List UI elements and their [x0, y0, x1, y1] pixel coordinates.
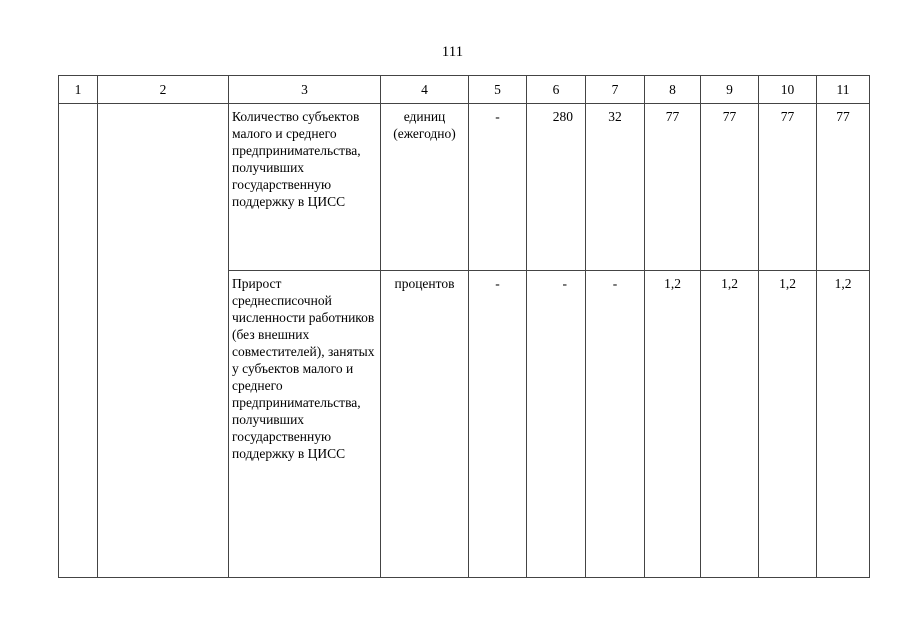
header-col-10: 10 — [759, 76, 817, 104]
cell-col2 — [98, 104, 229, 578]
header-col-7: 7 — [586, 76, 645, 104]
header-col-5: 5 — [469, 76, 527, 104]
unit-text: единиц (ежегодно) — [381, 104, 469, 271]
indicator-text: Прирост среднесписочной численности работников (без внешних совместителей), занятых у субъектов малого и среднего предпринимательства, получивших государственную поддержку в ЦИСС — [229, 271, 381, 578]
indicators-table — [58, 75, 870, 578]
unit-text: процентов — [381, 271, 469, 578]
value-col8: 77 — [645, 104, 701, 271]
value-col7: - — [586, 271, 645, 578]
header-col-9: 9 — [701, 76, 759, 104]
header-col-2: 2 — [98, 76, 229, 104]
header-col-6: 6 — [527, 76, 586, 104]
header-col-8: 8 — [645, 76, 701, 104]
table-row — [59, 104, 870, 271]
value-col9: 1,2 — [701, 271, 759, 578]
value-col7: 32 — [586, 104, 645, 271]
value-col5: - — [469, 104, 527, 271]
page-number: 111 — [441, 44, 464, 60]
header-col-11: 11 — [817, 76, 870, 104]
header-col-3: 3 — [229, 76, 381, 104]
value-col11: 1,2 — [817, 271, 870, 578]
cell-col1 — [59, 104, 98, 578]
header-col-1: 1 — [59, 76, 98, 104]
header-row — [59, 76, 870, 104]
value-col8: 1,2 — [645, 271, 701, 578]
header-col-4: 4 — [381, 76, 469, 104]
value-col10: 1,2 — [759, 271, 817, 578]
value-col6: - — [527, 271, 586, 578]
value-col11: 77 — [817, 104, 870, 271]
indicator-text: Количество субъектов малого и среднего предпринимательства, получивших государственную поддержку в ЦИСС — [229, 104, 381, 271]
value-col9: 77 — [701, 104, 759, 271]
value-col5: - — [469, 271, 527, 578]
value-col10: 77 — [759, 104, 817, 271]
value-col6: 280 — [527, 104, 586, 271]
